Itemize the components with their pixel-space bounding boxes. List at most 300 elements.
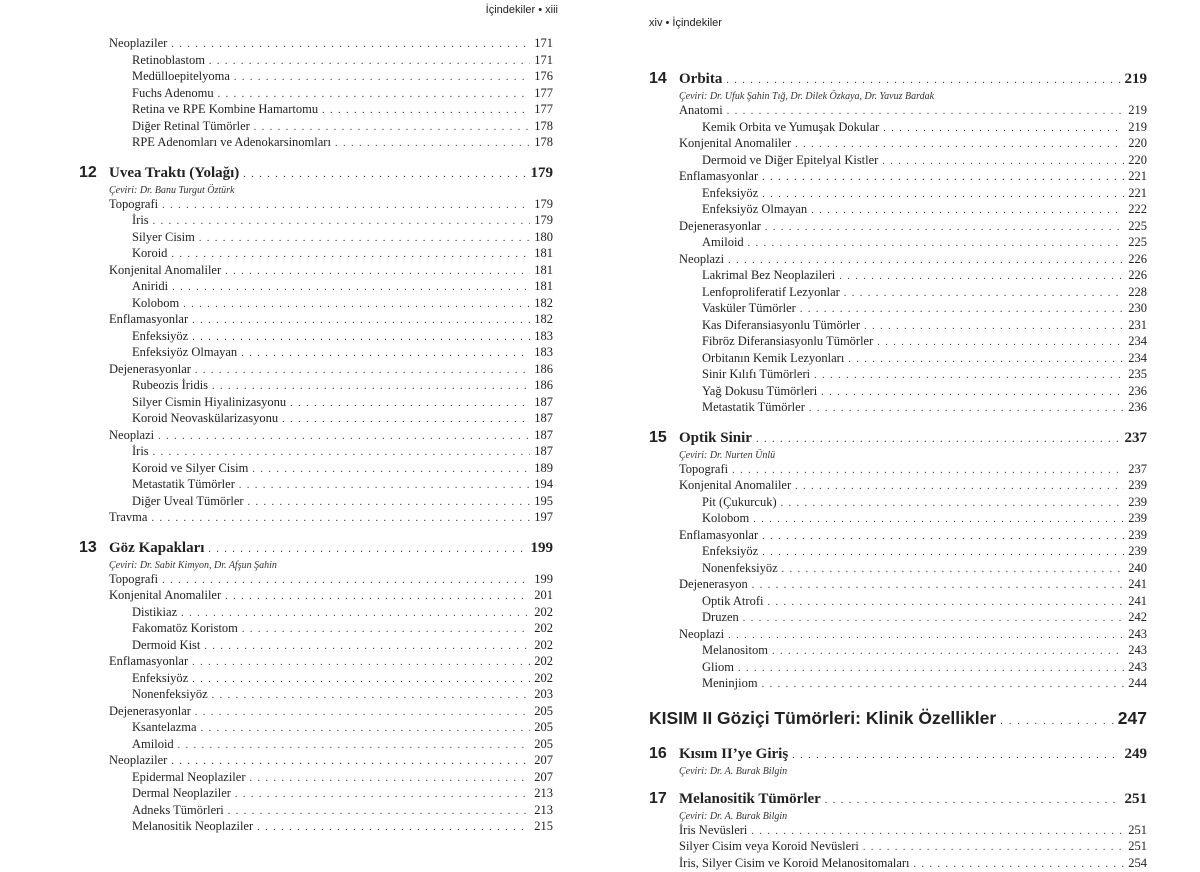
toc-entry[interactable] bbox=[649, 202, 1147, 219]
toc-entry-page: 177 bbox=[534, 102, 553, 118]
toc-entry-page: 234 bbox=[1128, 334, 1147, 350]
toc-entry-page: 171 bbox=[534, 36, 553, 52]
toc-column-right bbox=[649, 58, 1147, 872]
dot-leader bbox=[242, 622, 530, 638]
toc-entry-page: 178 bbox=[534, 119, 553, 135]
dot-leader bbox=[192, 330, 530, 346]
toc-entry-page: 187 bbox=[534, 395, 553, 411]
toc-entry-page: 197 bbox=[534, 510, 553, 526]
dot-leader bbox=[248, 495, 531, 511]
dot-leader bbox=[171, 247, 530, 263]
toc-entry-title: Koroid bbox=[132, 246, 167, 262]
chapter-number: 12 bbox=[79, 164, 109, 182]
toc-entry-page: 182 bbox=[534, 312, 553, 328]
toc-entry-page: 195 bbox=[534, 494, 553, 510]
toc-entry[interactable] bbox=[649, 400, 1147, 417]
chapter-title: Optik Sinir bbox=[679, 429, 752, 447]
toc-entry-page: 226 bbox=[1128, 268, 1147, 284]
dot-leader bbox=[192, 313, 530, 329]
dot-leader bbox=[192, 672, 530, 688]
toc-entry-title: Silyer Cismin Hiyalinizasyonu bbox=[132, 395, 286, 411]
toc-entry[interactable] bbox=[79, 230, 553, 247]
toc-entry[interactable] bbox=[649, 384, 1147, 401]
toc-entry[interactable] bbox=[79, 803, 553, 820]
toc-entry-title: Epidermal Neoplaziler bbox=[132, 770, 246, 786]
dot-leader bbox=[153, 445, 531, 461]
toc-entry-page: 181 bbox=[534, 263, 553, 279]
toc-entry-page: 183 bbox=[534, 345, 553, 361]
dot-leader bbox=[800, 302, 1124, 318]
toc-entry-page: 213 bbox=[534, 786, 553, 802]
dot-leader bbox=[864, 319, 1124, 335]
dot-leader bbox=[882, 154, 1124, 170]
toc-entry-page: 202 bbox=[534, 605, 553, 621]
dot-leader bbox=[825, 792, 1121, 810]
toc-entry-title: Rubeozis İridis bbox=[132, 378, 208, 394]
toc-entry[interactable] bbox=[79, 135, 553, 152]
toc-entry[interactable] bbox=[79, 494, 553, 511]
toc-entry-page: 228 bbox=[1128, 285, 1147, 301]
dot-leader bbox=[162, 198, 530, 214]
toc-entry[interactable] bbox=[79, 704, 553, 721]
toc-entry[interactable] bbox=[79, 345, 553, 362]
chapter-heading[interactable] bbox=[649, 790, 1147, 810]
toc-entry[interactable] bbox=[79, 638, 553, 655]
toc-entry-title: Optik Atrofi bbox=[702, 594, 763, 610]
toc-entry[interactable] bbox=[649, 610, 1147, 627]
toc-entry-page: 189 bbox=[534, 461, 553, 477]
toc-entry-title: Koroid ve Silyer Cisim bbox=[132, 461, 248, 477]
toc-entry[interactable] bbox=[79, 477, 553, 494]
toc-entry-page: 178 bbox=[534, 135, 553, 151]
toc-entry-page: 205 bbox=[534, 737, 553, 753]
chapter-page: 237 bbox=[1125, 429, 1148, 447]
toc-entry-page: 215 bbox=[534, 819, 553, 835]
toc-entry[interactable] bbox=[79, 461, 553, 478]
toc-entry-title: Enfeksiyöz bbox=[132, 671, 188, 687]
toc-entry-page: 225 bbox=[1128, 235, 1147, 251]
toc-entry-page: 226 bbox=[1128, 252, 1147, 268]
dot-leader bbox=[782, 562, 1125, 578]
toc-entry-title: Enfeksiyöz Olmayan bbox=[702, 202, 807, 218]
dot-leader bbox=[250, 771, 531, 787]
toc-entry[interactable] bbox=[649, 186, 1147, 203]
dot-leader bbox=[844, 286, 1124, 302]
toc-entry-title: Vasküler Tümörler bbox=[702, 301, 796, 317]
toc-entry-title: Anatomi bbox=[679, 103, 723, 119]
toc-entry-title: Enflamasyonlar bbox=[109, 654, 188, 670]
toc-entry-page: 251 bbox=[1128, 839, 1147, 855]
toc-entry-title: Retina ve RPE Kombine Hamartomu bbox=[132, 102, 318, 118]
dot-leader bbox=[225, 589, 530, 605]
chapter-title: Göz Kapakları bbox=[109, 539, 204, 557]
toc-entry[interactable] bbox=[649, 561, 1147, 578]
chapter-heading[interactable] bbox=[649, 70, 1147, 90]
toc-entry-page: 236 bbox=[1128, 384, 1147, 400]
toc-entry-title: Topografi bbox=[109, 572, 158, 588]
dot-leader bbox=[181, 606, 530, 622]
toc-entry-title: Neoplaziler bbox=[109, 36, 167, 52]
chapter-page: 199 bbox=[531, 539, 554, 557]
toc-entry-title: Adneks Tümörleri bbox=[132, 803, 224, 819]
toc-column-left bbox=[79, 36, 553, 836]
dot-leader bbox=[199, 231, 530, 247]
dot-leader bbox=[234, 70, 530, 86]
toc-entry-page: 183 bbox=[534, 329, 553, 345]
toc-entry[interactable] bbox=[79, 329, 553, 346]
toc-entry[interactable] bbox=[79, 86, 553, 103]
dot-leader bbox=[914, 857, 1125, 872]
toc-entry-page: 179 bbox=[534, 213, 553, 229]
toc-entry-page: 205 bbox=[534, 704, 553, 720]
toc-entry[interactable] bbox=[649, 268, 1147, 285]
toc-entry-title: Enfeksiyöz bbox=[132, 329, 188, 345]
translator-credit: Çeviri: Dr. Banu Turgut Öztürk bbox=[79, 184, 553, 197]
toc-entry-title: Enflamasyonlar bbox=[679, 528, 758, 544]
part-page: 247 bbox=[1118, 707, 1147, 729]
dot-leader bbox=[335, 136, 530, 152]
toc-entry[interactable] bbox=[649, 594, 1147, 611]
toc-entry[interactable] bbox=[649, 511, 1147, 528]
dot-leader bbox=[792, 747, 1120, 765]
toc-entry-page: 239 bbox=[1128, 544, 1147, 560]
toc-entry-page: 219 bbox=[1128, 120, 1147, 136]
dot-leader bbox=[228, 804, 530, 820]
toc-entry-page: 240 bbox=[1128, 561, 1147, 577]
toc-entry[interactable] bbox=[649, 462, 1147, 479]
dot-leader bbox=[241, 346, 530, 362]
toc-entry[interactable] bbox=[79, 395, 553, 412]
toc-entry-page: 201 bbox=[534, 588, 553, 604]
toc-entry-title: Kolobom bbox=[702, 511, 749, 527]
toc-entry-title: Meninjiom bbox=[702, 676, 758, 692]
toc-entry-title: Dejenerasyonlar bbox=[109, 362, 191, 378]
toc-entry-title: Ksantelazma bbox=[132, 720, 197, 736]
dot-leader bbox=[795, 137, 1124, 153]
toc-entry-page: 180 bbox=[534, 230, 553, 246]
toc-entry-title: Dejenerasyonlar bbox=[109, 704, 191, 720]
toc-entry-title: Konjenital Anomaliler bbox=[109, 263, 221, 279]
part-title: KISIM II Göziçi Tümörleri: Klinik Özellikler bbox=[649, 707, 996, 729]
dot-leader bbox=[204, 639, 530, 655]
dot-leader bbox=[158, 429, 530, 445]
toc-entry-page: 181 bbox=[534, 246, 553, 262]
toc-entry[interactable] bbox=[649, 367, 1147, 384]
toc-entry-page: 239 bbox=[1128, 528, 1147, 544]
dot-leader bbox=[738, 661, 1124, 677]
toc-entry-page: 251 bbox=[1128, 823, 1147, 839]
toc-entry-page: 176 bbox=[534, 69, 553, 85]
toc-entry[interactable] bbox=[79, 605, 553, 622]
toc-entry-page: 234 bbox=[1128, 351, 1147, 367]
toc-entry-title: Metastatik Tümörler bbox=[702, 400, 805, 416]
toc-entry-title: Metastatik Tümörler bbox=[132, 477, 235, 493]
toc-entry[interactable] bbox=[79, 263, 553, 280]
toc-entry[interactable] bbox=[649, 351, 1147, 368]
toc-entry-title: Dejenerasyon bbox=[679, 577, 748, 593]
toc-entry-page: 243 bbox=[1128, 627, 1147, 643]
chapter-heading[interactable] bbox=[79, 164, 553, 184]
toc-entry-page: 241 bbox=[1128, 594, 1147, 610]
toc-entry-title: Melanositik Neoplaziler bbox=[132, 819, 253, 835]
toc-entry-title: Dejenerasyonlar bbox=[679, 219, 761, 235]
toc-entry[interactable] bbox=[649, 643, 1147, 660]
toc-entry[interactable] bbox=[79, 36, 553, 53]
chapter-heading[interactable] bbox=[649, 745, 1147, 765]
toc-entry-title: Silyer Cisim veya Koroid Nevüsleri bbox=[679, 839, 859, 855]
toc-entry-page: 205 bbox=[534, 720, 553, 736]
toc-entry-page: 242 bbox=[1128, 610, 1147, 626]
toc-entry-title: Fibröz Diferansiasyonlu Tümörler bbox=[702, 334, 873, 350]
toc-entry-title: Lenfoproliferatif Lezyonlar bbox=[702, 285, 840, 301]
toc-entry-page: 213 bbox=[534, 803, 553, 819]
toc-entry[interactable] bbox=[79, 753, 553, 770]
toc-entry-title: İris bbox=[132, 213, 149, 229]
toc-entry-title: Amiloid bbox=[702, 235, 744, 251]
toc-entry[interactable] bbox=[649, 627, 1147, 644]
toc-entry-title: Enfeksiyöz Olmayan bbox=[132, 345, 237, 361]
chapter-page: 219 bbox=[1125, 70, 1148, 88]
toc-entry-page: 207 bbox=[534, 770, 553, 786]
toc-entry[interactable] bbox=[649, 839, 1147, 856]
toc-entry-title: Nonenfeksiyöz bbox=[132, 687, 208, 703]
toc-entry-page: 243 bbox=[1128, 643, 1147, 659]
toc-entry[interactable] bbox=[649, 301, 1147, 318]
toc-entry[interactable] bbox=[79, 119, 553, 136]
dot-leader bbox=[728, 253, 1124, 269]
toc-entry-title: Konjenital Anomaliler bbox=[109, 588, 221, 604]
toc-entry-page: 254 bbox=[1128, 856, 1147, 872]
toc-entry[interactable] bbox=[649, 856, 1147, 872]
toc-entry[interactable] bbox=[79, 621, 553, 638]
toc-entry-title: Retinoblastom bbox=[132, 53, 205, 69]
toc-entry-page: 207 bbox=[534, 753, 553, 769]
toc-entry-title: Neoplaziler bbox=[109, 753, 167, 769]
toc-entry-title: Distikiaz bbox=[132, 605, 177, 621]
toc-entry-title: Sinir Kılıfı Tümörleri bbox=[702, 367, 810, 383]
toc-entry-title: Gliom bbox=[702, 660, 734, 676]
dot-leader bbox=[728, 628, 1124, 644]
toc-entry-page: 221 bbox=[1128, 186, 1147, 202]
toc-entry[interactable] bbox=[649, 544, 1147, 561]
toc-entry[interactable] bbox=[649, 252, 1147, 269]
toc-entry[interactable] bbox=[649, 478, 1147, 495]
toc-entry-title: Diğer Retinal Tümörler bbox=[132, 119, 250, 135]
toc-entry-page: 243 bbox=[1128, 660, 1147, 676]
dot-leader bbox=[762, 545, 1124, 561]
dot-leader bbox=[883, 121, 1124, 137]
toc-entry[interactable] bbox=[649, 103, 1147, 120]
dot-leader bbox=[762, 170, 1124, 186]
dot-leader bbox=[848, 352, 1124, 368]
running-header-right: xiv • İçindekiler bbox=[649, 17, 722, 29]
dot-leader bbox=[732, 463, 1124, 479]
toc-entry-title: Nonenfeksiyöz bbox=[702, 561, 778, 577]
toc-entry[interactable] bbox=[79, 720, 553, 737]
toc-entry-page: 220 bbox=[1128, 136, 1147, 152]
toc-entry-page: 235 bbox=[1128, 367, 1147, 383]
toc-entry[interactable] bbox=[649, 169, 1147, 186]
toc-entry-title: Enflamasyonlar bbox=[109, 312, 188, 328]
toc-entry[interactable] bbox=[79, 411, 553, 428]
dot-leader bbox=[183, 297, 530, 313]
toc-entry[interactable] bbox=[649, 235, 1147, 252]
dot-leader bbox=[767, 595, 1124, 611]
dot-leader bbox=[762, 529, 1124, 545]
toc-entry-page: 231 bbox=[1128, 318, 1147, 334]
toc-entry-title: Diğer Uveal Tümörler bbox=[132, 494, 244, 510]
toc-entry[interactable] bbox=[79, 279, 553, 296]
dot-leader bbox=[290, 396, 530, 412]
toc-entry[interactable] bbox=[649, 285, 1147, 302]
dot-leader bbox=[809, 401, 1124, 417]
toc-entry-title: Kemik Orbita ve Yumuşak Dokular bbox=[702, 120, 879, 136]
dot-leader bbox=[257, 820, 530, 836]
toc-entry-title: Konjenital Anomaliler bbox=[679, 478, 791, 494]
chapter-heading[interactable] bbox=[649, 429, 1147, 449]
toc-entry-page: 187 bbox=[534, 428, 553, 444]
toc-entry-page: 236 bbox=[1128, 400, 1147, 416]
toc-entry-page: 219 bbox=[1128, 103, 1147, 119]
chapter-title: Melanositik Tümörler bbox=[679, 790, 821, 808]
toc-entry-title: Neoplazi bbox=[679, 627, 724, 643]
toc-entry-title: Aniridi bbox=[132, 279, 168, 295]
toc-entry-title: Yağ Dokusu Tümörleri bbox=[702, 384, 817, 400]
toc-entry-page: 225 bbox=[1128, 219, 1147, 235]
toc-entry-page: 237 bbox=[1128, 462, 1147, 478]
translator-credit: Çeviri: Dr. Nurten Ünlü bbox=[649, 449, 1147, 462]
dot-leader bbox=[772, 644, 1124, 660]
dot-leader bbox=[178, 738, 531, 754]
toc-entry[interactable] bbox=[79, 786, 553, 803]
toc-entry[interactable] bbox=[79, 444, 553, 461]
toc-entry-page: 244 bbox=[1128, 676, 1147, 692]
toc-entry[interactable] bbox=[79, 378, 553, 395]
toc-entry[interactable] bbox=[649, 495, 1147, 512]
toc-entry[interactable] bbox=[649, 676, 1147, 693]
chapter-page: 251 bbox=[1125, 790, 1148, 808]
dot-leader bbox=[209, 54, 530, 70]
toc-entry[interactable] bbox=[649, 318, 1147, 335]
toc-entry[interactable] bbox=[79, 53, 553, 70]
chapter-title: Orbita bbox=[679, 70, 722, 88]
toc-entry[interactable] bbox=[649, 120, 1147, 137]
dot-leader bbox=[254, 120, 530, 136]
dot-leader bbox=[727, 104, 1125, 120]
dot-leader bbox=[781, 496, 1125, 512]
toc-entry-title: Neoplazi bbox=[109, 428, 154, 444]
toc-entry-page: 187 bbox=[534, 411, 553, 427]
toc-entry[interactable] bbox=[79, 770, 553, 787]
chapter-heading[interactable] bbox=[79, 539, 553, 559]
toc-entry-title: RPE Adenomları ve Adenokarsinomları bbox=[132, 135, 331, 151]
toc-entry-title: Fakomatöz Koristom bbox=[132, 621, 238, 637]
toc-entry-page: 202 bbox=[534, 654, 553, 670]
toc-entry[interactable] bbox=[79, 102, 553, 119]
dot-leader bbox=[322, 103, 530, 119]
toc-entry[interactable] bbox=[79, 510, 553, 527]
toc-entry-page: 241 bbox=[1128, 577, 1147, 593]
translator-credit: Çeviri: Dr. A. Burak Bilgin bbox=[649, 765, 1147, 778]
dot-leader bbox=[201, 721, 531, 737]
toc-entry-page: 202 bbox=[534, 638, 553, 654]
chapter-page: 179 bbox=[531, 164, 554, 182]
chapter-number: 14 bbox=[649, 70, 679, 88]
toc-entry[interactable] bbox=[79, 687, 553, 704]
dot-leader bbox=[756, 431, 1121, 449]
toc-entry[interactable] bbox=[79, 819, 553, 836]
translator-credit: Çeviri: Dr. Ufuk Şahin Tığ, Dr. Dilek Özkaya, Dr. Yavuz Bardak bbox=[649, 90, 1147, 103]
toc-entry[interactable] bbox=[649, 577, 1147, 594]
toc-entry[interactable] bbox=[649, 136, 1147, 153]
toc-entry[interactable] bbox=[79, 213, 553, 230]
toc-entry[interactable] bbox=[649, 528, 1147, 545]
toc-entry-title: Topografi bbox=[109, 197, 158, 213]
toc-entry[interactable] bbox=[79, 197, 553, 214]
toc-entry-page: 239 bbox=[1128, 495, 1147, 511]
dot-leader bbox=[751, 824, 1124, 840]
toc-entry-page: 186 bbox=[534, 378, 553, 394]
dot-leader bbox=[218, 87, 531, 103]
dot-leader bbox=[726, 72, 1120, 90]
toc-entry[interactable] bbox=[79, 296, 553, 313]
toc-entry-page: 177 bbox=[534, 86, 553, 102]
part-heading[interactable] bbox=[649, 707, 1147, 733]
toc-entry[interactable] bbox=[649, 153, 1147, 170]
dot-leader bbox=[743, 611, 1124, 627]
toc-entry[interactable] bbox=[79, 737, 553, 754]
chapter-title: Kısım II’ye Giriş bbox=[679, 745, 788, 763]
dot-leader bbox=[225, 264, 530, 280]
toc-entry[interactable] bbox=[649, 334, 1147, 351]
toc-entry-title: Dermal Neoplaziler bbox=[132, 786, 231, 802]
dot-leader bbox=[239, 478, 530, 494]
toc-entry[interactable] bbox=[649, 219, 1147, 236]
dot-leader bbox=[748, 236, 1125, 252]
toc-entry-page: 202 bbox=[534, 671, 553, 687]
toc-entry[interactable] bbox=[649, 660, 1147, 677]
dot-leader bbox=[192, 655, 530, 671]
toc-entry-page: 239 bbox=[1128, 478, 1147, 494]
toc-entry-title: İris Nevüsleri bbox=[679, 823, 747, 839]
translator-credit: Çeviri: Dr. A. Burak Bilgin bbox=[649, 810, 1147, 823]
toc-entry-title: Travma bbox=[109, 510, 147, 526]
dot-leader bbox=[814, 368, 1124, 384]
toc-entry[interactable] bbox=[79, 362, 553, 379]
toc-entry[interactable] bbox=[79, 246, 553, 263]
toc-entry[interactable] bbox=[79, 428, 553, 445]
toc-entry-title: Medülloepitelyoma bbox=[132, 69, 230, 85]
toc-entry[interactable] bbox=[79, 572, 553, 589]
toc-entry[interactable] bbox=[79, 588, 553, 605]
toc-entry-title: Koroid Neovaskülarizasyonu bbox=[132, 411, 278, 427]
dot-leader bbox=[863, 840, 1124, 856]
chapter-number: 13 bbox=[79, 539, 109, 557]
toc-entry-page: 221 bbox=[1128, 169, 1147, 185]
dot-leader bbox=[762, 187, 1124, 203]
chapter-page: 249 bbox=[1125, 745, 1148, 763]
dot-leader bbox=[753, 512, 1124, 528]
dot-leader bbox=[235, 787, 530, 803]
chapter-number: 17 bbox=[649, 790, 679, 808]
toc-entry[interactable] bbox=[79, 671, 553, 688]
toc-entry[interactable] bbox=[649, 823, 1147, 840]
toc-entry[interactable] bbox=[79, 654, 553, 671]
toc-entry-page: 239 bbox=[1128, 511, 1147, 527]
toc-entry[interactable] bbox=[79, 69, 553, 86]
toc-entry[interactable] bbox=[79, 312, 553, 329]
dot-leader bbox=[762, 677, 1125, 693]
